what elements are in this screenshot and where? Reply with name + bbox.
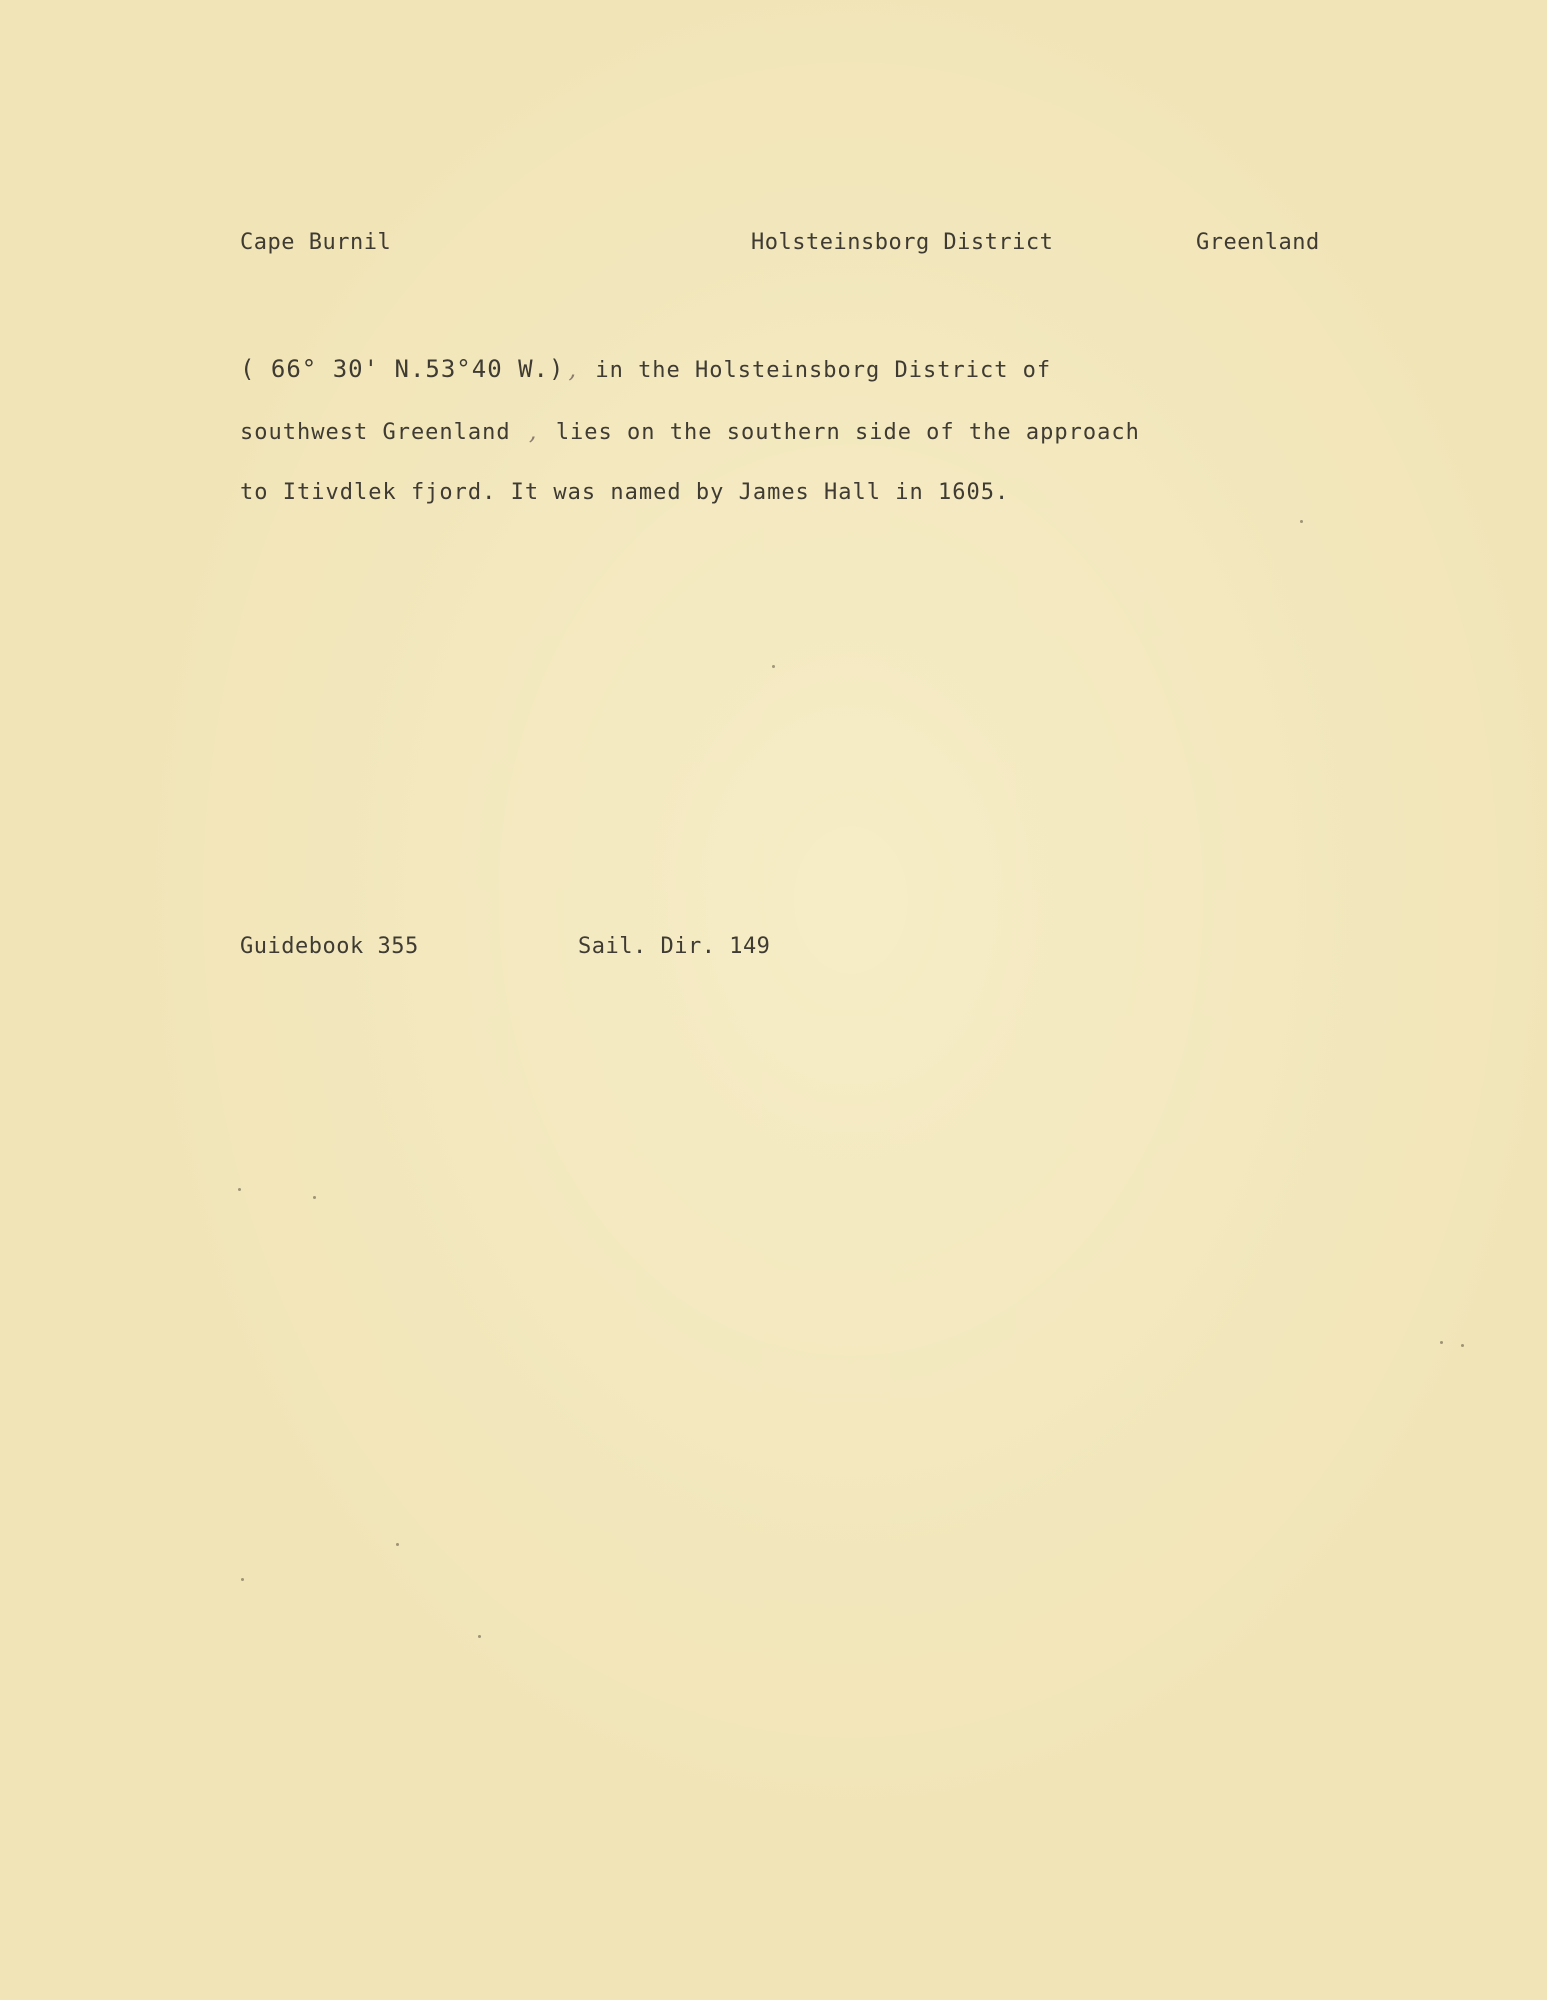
description-line-1-text: in the Holsteinsborg District of [595, 358, 1052, 383]
paper-speck [1461, 1344, 1464, 1347]
paper-speck [1440, 1341, 1443, 1344]
sailing-directions-reference: Sail. Dir. 149 [578, 934, 771, 959]
references-row [0, 934, 1547, 974]
coordinates: ( 66° 30' N.53°40 W.) [240, 355, 565, 383]
description-line-2-part-b: lies on the southern side of the approach [555, 420, 1140, 445]
country-name: Greenland [1196, 230, 1320, 255]
paper-speck [396, 1543, 399, 1546]
place-name: Cape Burnil [240, 230, 392, 255]
description-text [240, 352, 1300, 538]
paper-speck [772, 665, 775, 668]
card-header [0, 230, 1547, 266]
paper-speck [313, 1196, 316, 1199]
district-name: Holsteinsborg District [751, 230, 1054, 255]
description-line-1 [240, 352, 1300, 414]
paper-speck [1300, 520, 1303, 523]
guidebook-reference: Guidebook 355 [240, 934, 419, 959]
description-line-3-text: to Itivdlek fjord. It was named by James Hall in 1605. [240, 480, 1010, 505]
description-line-3 [240, 476, 1300, 538]
paper-speck [241, 1578, 244, 1581]
handwritten-comma: , [528, 417, 538, 445]
description-line-2 [240, 414, 1300, 476]
description-line-2-part-a: southwest Greenland [240, 420, 511, 445]
paper-speck [238, 1188, 241, 1191]
paper-speck [478, 1635, 481, 1638]
handwritten-comma: , [568, 355, 578, 383]
